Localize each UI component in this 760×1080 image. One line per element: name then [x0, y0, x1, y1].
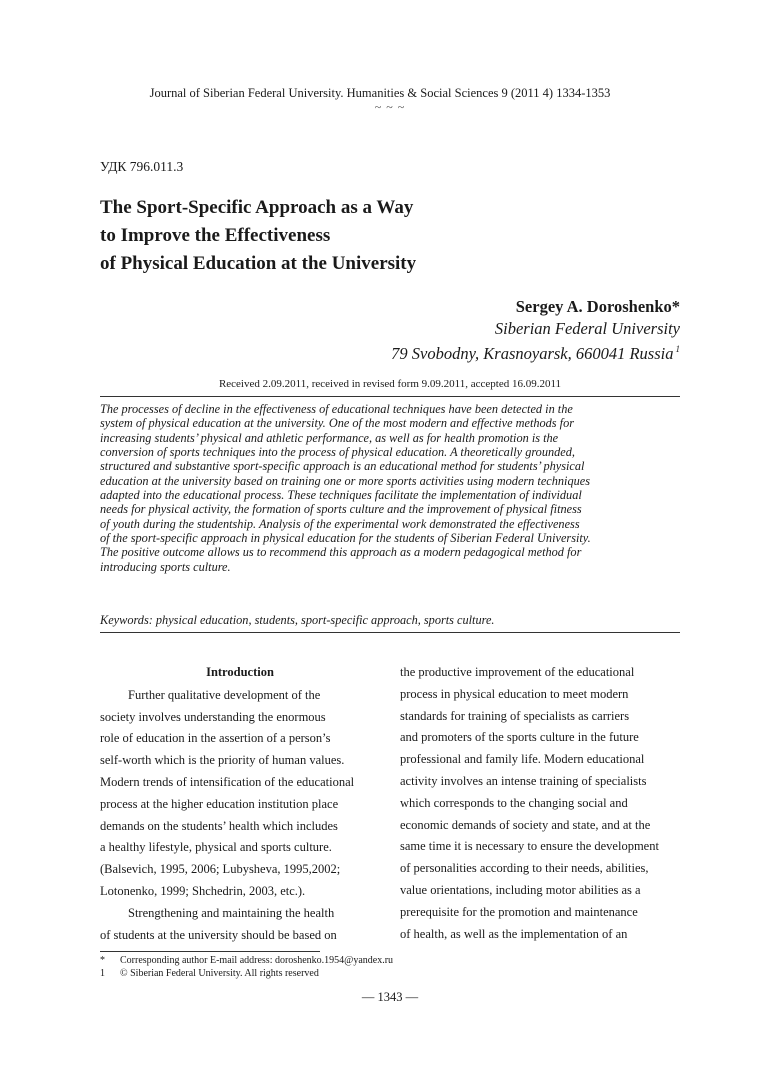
- text-line: of personalities according to their needs, abilities,: [400, 861, 649, 876]
- abstract-line: of youth during the studentship. Analysis of the experimental work demonstrated the effectiveness: [100, 516, 580, 531]
- text-line: activity involves an intense training of specialists: [400, 773, 647, 788]
- text-line: economic demands of society and state, and at the: [400, 817, 651, 832]
- author-name: Sergey A. Doroshenko*: [515, 297, 680, 316]
- abstract-line: conversion of sports techniques into the process of physical education. A theoretically grounded,: [100, 445, 575, 460]
- text-line: Lotonenko, 1999; Shchedrin, 2003, etc.).: [100, 883, 306, 898]
- abstract-line: increasing students’ physical and athletic performance, as well as for health promotion is the: [100, 430, 559, 445]
- text-line: role of education in the assertion of a person’s: [100, 731, 331, 746]
- title-line: The Sport-Specific Approach as a Way: [100, 197, 414, 218]
- footnote: [100, 954, 393, 967]
- text-line: and promoters of the sports culture in the future: [400, 730, 639, 745]
- text-line: Modern trends of intensification of the educational: [100, 774, 355, 789]
- abstract: [100, 402, 680, 574]
- author-block: [391, 296, 680, 365]
- author-affiliation: Siberian Federal University: [494, 318, 680, 338]
- text-line: the productive improvement of the educational: [400, 665, 635, 679]
- article-title: [100, 194, 660, 278]
- footnote-mark: 1: [100, 968, 105, 979]
- text-line: professional and family life. Modern educational: [400, 752, 645, 767]
- abstract-line: The positive outcome allows us to recommend this approach as a modern pedagogical method for: [100, 545, 582, 560]
- text-line: process at the higher education institution place: [100, 796, 339, 811]
- text-line: society involves understanding the enormous: [100, 709, 326, 724]
- text-line: process in physical education to meet modern: [400, 686, 629, 701]
- abstract-line: introducing sports culture.: [100, 559, 231, 574]
- abstract-line: needs for physical activity, the formation of sports culture and the improvement of physical fitness: [100, 502, 582, 517]
- text-line: standards for training of specialists as carriers: [400, 708, 630, 723]
- abstract-line: The processes of decline in the effectiveness of educational techniques have been detected in the: [100, 402, 573, 416]
- keywords: Keywords: physical education, students, sport-specific approach, sports culture.: [100, 613, 495, 627]
- right-column: [400, 662, 680, 945]
- udk-code: УДК 796.011.3: [100, 159, 184, 174]
- page-number: — 1343 —: [361, 990, 419, 1004]
- title-line: of Physical Education at the University: [100, 253, 417, 274]
- journal-header: Journal of Siberian Federal University. Humanities & Social Sciences 9 (2011 4) 1334-1353: [149, 86, 611, 100]
- address-footnote-mark: 1: [675, 344, 680, 354]
- text-line: demands on the students’ health which includes: [100, 818, 338, 833]
- abstract-line: education at the university based on training one or more sports activities using modern techniques: [100, 473, 590, 488]
- abstract-line: structured and substantive sport-specific approach is an educational method for students’ physical: [100, 459, 585, 474]
- text-line: prerequisite for the promotion and maintenance: [400, 904, 638, 919]
- footnote-text: Corresponding author E-mail address: doroshenko.1954@yandex.ru: [120, 955, 394, 966]
- text-line: Strengthening and maintaining the health: [128, 905, 335, 920]
- footnote-mark: *: [100, 955, 105, 966]
- abstract-top-rule: [100, 396, 680, 397]
- header-ornament: ~ ~ ~: [374, 100, 406, 114]
- text-line: same time it is necessary to ensure the development: [400, 839, 659, 854]
- text-line: of students at the university should be based on: [100, 927, 337, 942]
- footnote: [100, 967, 319, 980]
- author-address-line: [391, 339, 680, 365]
- paragraph: [100, 685, 380, 707]
- abstract-line: adapted into the educational process. These techniques facilitate the implementation of individual: [100, 488, 582, 503]
- left-column: [100, 662, 380, 946]
- abstract-line: system of physical education at the university. One of the most modern and effective methods for: [100, 416, 575, 431]
- footnote-rule: [100, 951, 320, 952]
- text-line: which corresponds to the changing social and: [400, 795, 628, 810]
- text-line: value orientations, including motor abilities as a: [400, 882, 641, 897]
- text-line: self-worth which is the priority of human values.: [100, 753, 345, 768]
- text-line: (Balsevich, 1995, 2006; Lubysheva, 1995,2002;: [100, 862, 341, 877]
- received-dates: Received 2.09.2011, received in revised form 9.09.2011, accepted 16.09.2011: [218, 378, 562, 390]
- text-line: a healthy lifestyle, physical and sports culture.: [100, 840, 332, 855]
- title-line: to Improve the Effectiveness: [100, 225, 331, 246]
- text-line: of health, as well as the implementation of an: [400, 926, 628, 941]
- section-heading-introduction: Introduction: [206, 665, 274, 679]
- author-address: 79 Svobodny, Krasnoyarsk, 660041 Russia: [391, 344, 674, 363]
- abstract-bottom-rule: [100, 632, 680, 633]
- abstract-line: of the sport-specific approach in physical education for the students of Siberian Federal University.: [100, 531, 591, 546]
- text-line: Further qualitative development of the: [128, 687, 321, 702]
- footnote-text: © Siberian Federal University. All rights reserved: [120, 968, 319, 979]
